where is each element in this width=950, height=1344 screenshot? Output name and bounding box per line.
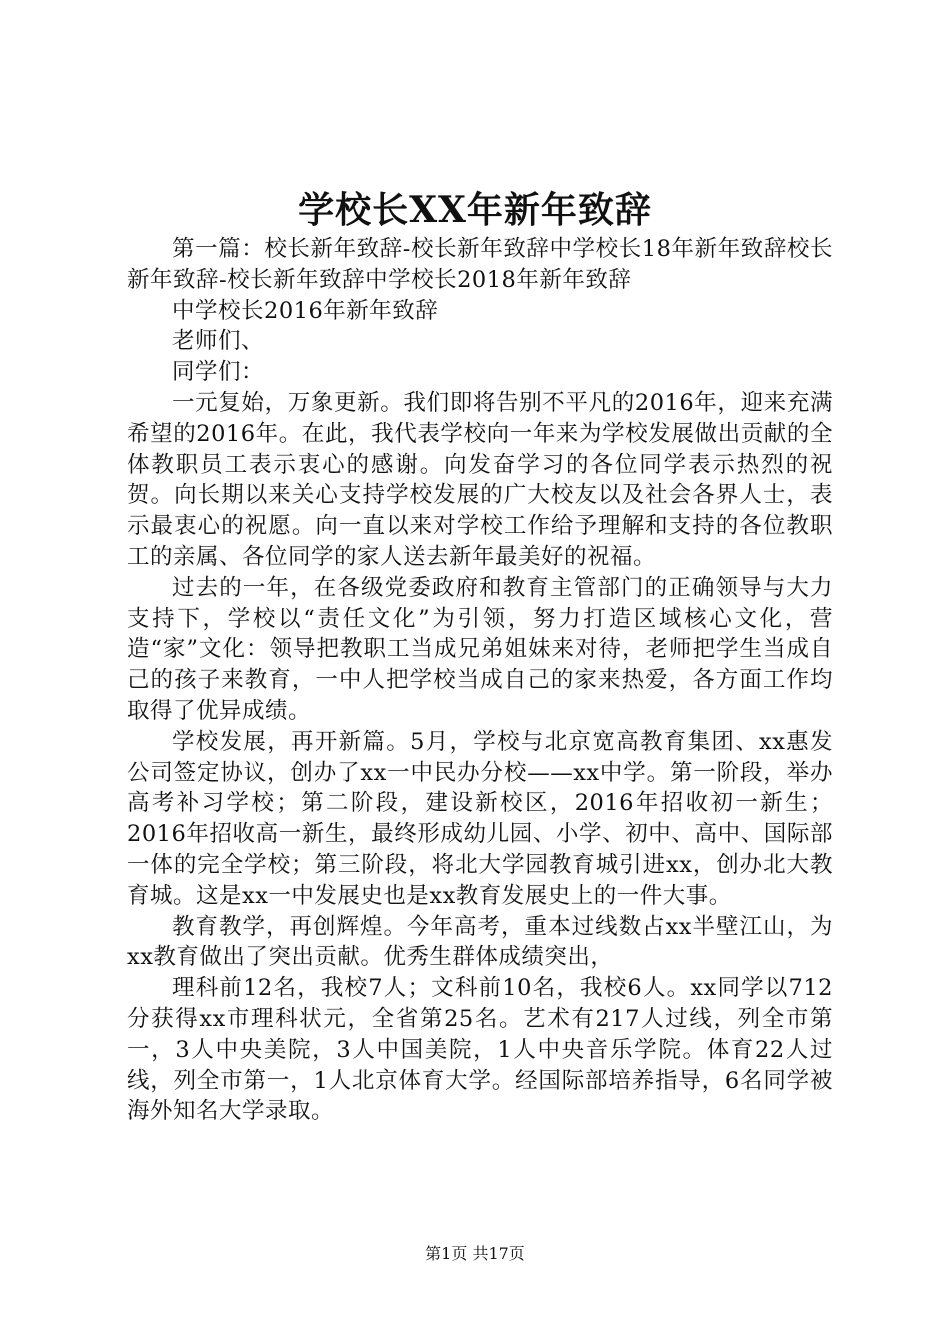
- paragraph: 理科前12名，我校7人；文科前10名，我校6人。xx同学以712分获得xx市理科状元，全省第25名。艺术有217人过线，列全市第一，3人中央美院，3人中国美院，1人中央音乐学院。体育22人过线，列全市第一，1人北京体育大学。经国际部培养指导，6名同学被海外知名大学录取。: [127, 975, 833, 1125]
- paragraph: 同学们：: [172, 359, 265, 386]
- paragraph: 老师们、: [172, 328, 265, 355]
- document-title: 学校长XX年新年致辞: [298, 189, 652, 231]
- paragraph: 教育教学，再创辉煌。今年高考，重本过线数占xx半壁江山，为xx教育做出了突出贡献。优秀生群体成绩突出，: [127, 913, 833, 971]
- paragraph: 第一篇：校长新年致辞-校长新年致辞中学校长18年新年致辞校长新年致辞-校长新年致辞中学校长2018年新年致辞: [127, 236, 833, 293]
- page-number-footer: 第1页 共17页: [425, 1244, 525, 1263]
- paragraph: 中学校长2016年新年致辞: [172, 297, 439, 324]
- paragraph: 过去的一年，在各级党委政府和教育主管部门的正确领导与大力支持下，学校以“责任文化”为引领，努力打造区域核心文化，营造“家”文化：领导把教职工当成兄弟姐妹来对待，老师把学生当成自己的孩子来教育，一中人把学校当成自己的家来热爱，各方面工作均取得了优异成绩。: [127, 574, 833, 724]
- paragraph: 一元复始，万象更新。我们即将告别不平凡的2016年，迎来充满希望的2016年。在此，我代表学校向一年来为学校发展做出贡献的全体教职员工表示衷心的感谢。向发奋学习的各位同学表示热烈的祝贺。向长期以来关心支持学校发展的广大校友以及社会各界人士，表示最衷心的祝愿。向一直以来对学校工作给予理解和支持的各位教职工的亲属、各位同学的家人送去新年最美好的祝福。: [127, 389, 833, 570]
- document-body: [127, 234, 833, 1127]
- paragraph: 学校发展，再开新篇。5月，学校与北京宽高教育集团、xx惠发公司签定协议，创办了xx一中民办分校——xx中学。第一阶段，举办高考补习学校；第二阶段，建设新校区，2016年招收初一新生；2016年招收高一新生，最终形成幼儿园、小学、初中、高中、国际部一体的完全学校；第三阶段，将北大学园教育城引进xx，创办北大教育城。这是xx一中发展史也是xx教育发展史上的一件大事。: [127, 728, 833, 909]
